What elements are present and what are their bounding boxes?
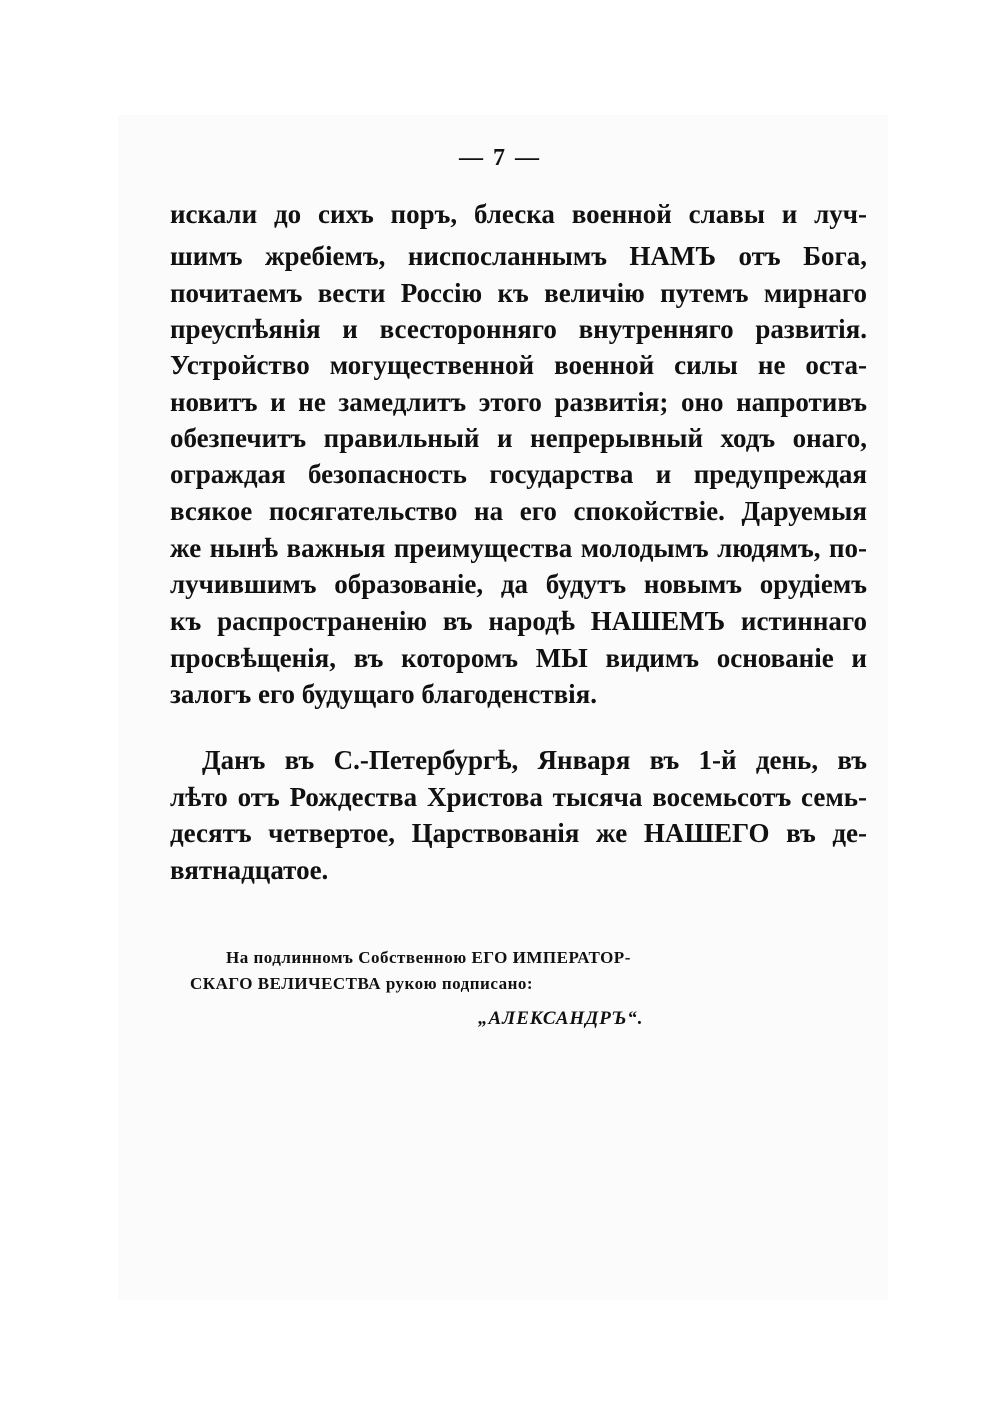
text-line: залогъ его будущаго благоденствія.: [170, 679, 598, 709]
text-line: лѣто отъ Рождества Христова тысяча восемьсотъ семь-: [170, 782, 867, 812]
text-line: искали до сихъ поръ, блеска военной славы и луч-: [170, 199, 867, 229]
page-number: — 7 —: [459, 145, 541, 171]
text-line: же нынѣ важныя преимущества молодымъ людямъ, по-: [170, 533, 867, 563]
text-line: просвѣщенія, въ которомъ МЫ видимъ основаніе и: [170, 643, 867, 673]
signature-name: „АЛЕКСАНДРЪ“.: [478, 1008, 644, 1029]
text-line: всякое посягательство на его спокойствіе. Даруемыя: [170, 496, 867, 526]
text-line: вятнадцатое.: [170, 855, 329, 885]
text-line: Данъ въ С.-Петербургѣ, Января въ 1-й день, въ: [202, 745, 867, 775]
text-line: преуспѣянія и всесторонняго внутренняго развитія.: [170, 314, 867, 344]
text-line: обезпечитъ правильный и непрерывный ходъ онаго,: [170, 423, 867, 453]
text-line: ограждая безопасность государства и предупреждая: [170, 459, 867, 489]
signature-note-line: СКАГО ВЕЛИЧЕСТВА рукою подписано:: [190, 974, 534, 993]
text-line: Устройство могущественной военной силы не оста-: [170, 350, 867, 380]
text-line: шимъ жребіемъ, ниспосланнымъ НАМЪ отъ Бога,: [170, 241, 867, 271]
text-line: десятъ четвертое, Царствованія же НАШЕГО въ де-: [170, 818, 867, 848]
text-line: лучившимъ образованіе, да будутъ новымъ орудіемъ: [170, 569, 867, 599]
text-line: почитаемъ вести Россію къ величію путемъ мирнаго: [170, 278, 867, 308]
text-line: новитъ и не замедлитъ этого развитія; оно напротивъ: [170, 387, 867, 417]
signature-note-line: На подлинномъ Собственною ЕГО ИМПЕРАТОР-: [226, 948, 631, 967]
text-line: къ распространенію въ народѣ НАШЕМЪ истиннаго: [170, 606, 867, 636]
